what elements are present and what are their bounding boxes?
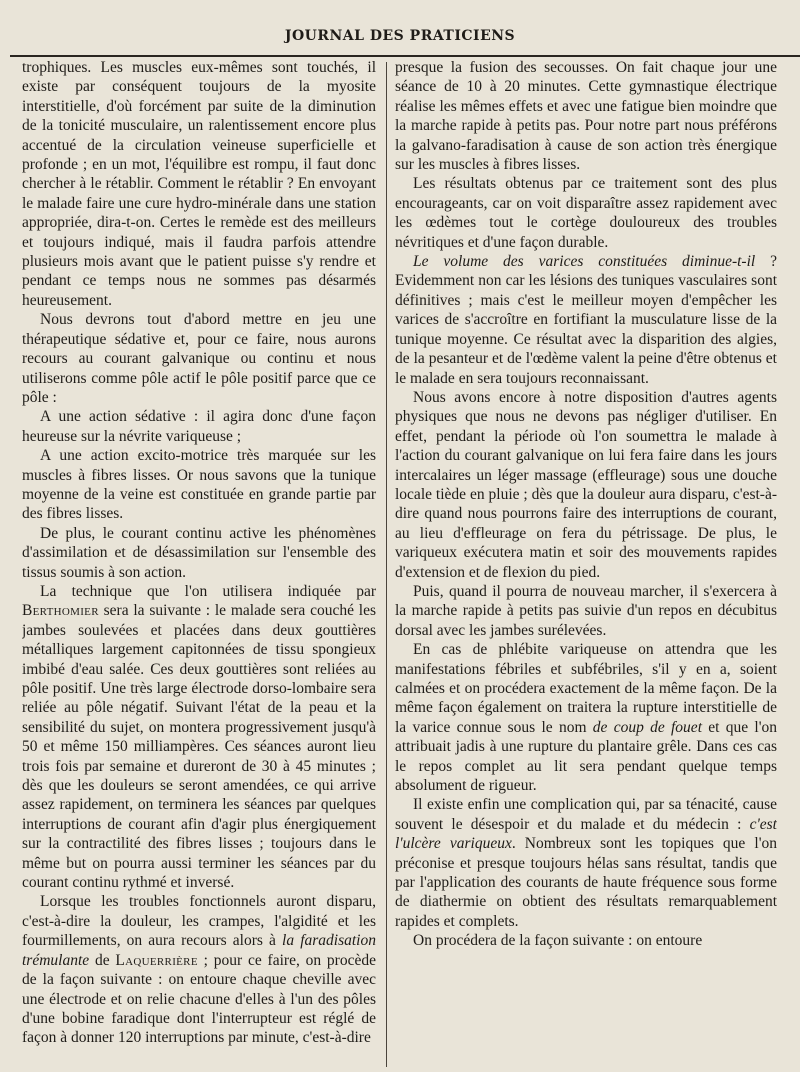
emphasis: la faradisation trémulante <box>22 932 376 969</box>
paragraph: Nous avons encore à notre disposition d'autres agents physiques que nous ne devons pas négliger d'utiliser. En effet, pendant la période où l'on soumettra le malade à l'action du courant galvanique on lui fera faire dans les jours intercalaires un léger massage (effleurage) sous une douche locale tiède en pluie ; dès que la douleur aura disparu, c'est-à-dire quand nous pourrons faire des interruptions de courant, au lieu d'effleurage on fera du pétrissage. De plus, le variqueux exécutera matin et soir des mouvements rapides d'extension et de flexion du pied. <box>395 388 777 581</box>
right-column <box>395 58 777 1068</box>
emphasis: Le volume des varices constituées diminue-t-il <box>413 253 756 271</box>
emphasis: de coup de fouet <box>592 718 702 736</box>
author-name: Berthomier <box>22 602 99 620</box>
text-run: Lorsque les troubles fonctionnels auront disparu, c'est-à-dire la douleur, les crampes, l'algidité et les fourmillements, on aura recours alors à <box>22 893 376 950</box>
paragraph: trophiques. Les muscles eux-mêmes sont touchés, il existe par conséquent toujours de la myosite interstitielle, d'où forcément par suite de la diminution de la tonicité musculaire, un ralentissement encore plus accentué de la circulation veineuse superficielle et profonde ; en un mot, l'équilibre est rompu, il faut donc chercher à le rétablir. Comment le rétablir ? En envoyant le malade faire une cure hydro-minérale dans une station appropriée, dira-t-on. Certes le remède est des meilleurs et toujours indiqué, mais il faudra parfois attendre plusieurs mois avant que le patient puisse s'y rendre et pendant ce temps nous ne sommes pas désarmés heureusement. <box>22 59 376 309</box>
text-run: ? Evidemment non car les lésions des tuniques vasculaires sont définitives ; mais c'est le meilleur moyen d'empêcher les varices de s'accroître en fortifiant la musculature lisse de la tunique moyenne. Ce résultat avec la disparition des algies, de la pesanteur et de l'œdème valent la peine d'être obtenus et le malade en sera toujours reconnaissant. <box>395 253 777 387</box>
column-divider <box>386 62 387 1067</box>
paragraph: Puis, quand il pourra de nouveau marcher, il s'exercera à la marche rapide à petits pas suivie d'un repos en décubitus dorsal avec les jambes surélevées. <box>395 582 777 639</box>
paragraph <box>395 795 777 931</box>
paragraph: On procédera de la façon suivante : on entoure <box>413 932 703 950</box>
left-column <box>22 58 376 1068</box>
paragraph <box>22 582 376 893</box>
paragraph: A une action sédative : il agira donc d'une façon heureuse sur la névrite variqueuse ; <box>22 408 376 445</box>
text-run: et que l'on attribuait jadis à une rupture du plantaire grêle. Dans ces cas le repos complet au lit sera pendant quelque temps absolument de rigueur. <box>395 718 777 795</box>
paragraph <box>395 640 777 795</box>
paragraph: De plus, le courant continu active les phénomènes d'assimilation et de désassimilation sur l'ensemble des tissus soumis à son action. <box>22 524 376 581</box>
paragraph: Les résultats obtenus par ce traitement sont des plus encourageants, car on voit disparaître assez rapidement avec les œdèmes tout le cortège douloureux des troubles névritiques et d'une façon durable. <box>395 175 777 251</box>
author-name: Laquerrière <box>115 951 198 969</box>
paragraph <box>22 892 376 1047</box>
header-rule <box>10 55 800 57</box>
paragraph: A une action excito-motrice très marquée sur les muscles à fibres lisses. Or nous savons que la tunique moyenne de la veine est constituée en grande partie par des fibres lisses. <box>22 447 376 523</box>
journal-header: JOURNAL DES PRATICIENS <box>284 28 516 44</box>
text-run: de <box>89 951 116 969</box>
text-run: La technique que l'on utilisera indiquée par <box>40 582 376 600</box>
text-run: En cas de phlébite variqueuse on attendra que les manifestations fébriles et subfébriles, s'il y en a, soient calmées et on procédera exactement de la même façon. De la même façon également on traitera la rupture interstitielle de la varice connue sous le nom <box>395 641 777 736</box>
paragraph: presque la fusion des secousses. On fait chaque jour une séance de 10 à 20 minutes. Cette gymnastique électrique réalise les mêmes effets et avec une fatigue bien moindre que la marche rapide à petits pas. Pour notre part nous préférons la galvano-faradisation à cause de son action très énergique sur les muscles à fibres lisses. <box>395 59 777 174</box>
text-run: ; pour ce faire, on procède de la façon suivante : on entoure chaque cheville avec une électrode et on relie chacune d'elles à l'un des pôles d'une bobine faradique dont l'interrupteur est réglé de façon à donner 120 interruptions par minute, c'est-à-dire <box>22 951 376 1047</box>
paragraph <box>395 252 777 388</box>
text-run: . Nombreux sont les topiques que l'on préconise et presque toujours hélas sans résultat, tandis que par l'application des courants de haute fréquence sous forme de diathermie on obtient des résultats remarquablement rapides et complets. <box>395 835 777 930</box>
text-run: sera la suivante : le malade sera couché les jambes soulevées et placées dans deux gouttières métalliques largement capitonnées de tissu spongieux imbibé d'eau salée. Ces deux gouttières sont reliées au pôle positif. Une très large électrode dorso-lombaire sera reliée au pôle négatif. Suivant l'état de la peau et la sensibilité du sujet, on montera progressivement jusqu'à 50 et même 150 milliampères. Ces séances auront lieu trois fois par semaine et dureront de 30 à 45 minutes ; dès que les douleurs se seront amendées, ce qui arrive assez rapidement, on terminera les séances par quelques interruptions de courant afin d'agir plus énergiquement sur la contractilité des fibres lisses ; toujours dans le même but on pourra aussi terminer les séances par du courant continu rythmé et inversé. <box>22 602 376 892</box>
paragraph: Nous devrons tout d'abord mettre en jeu une thérapeutique sédative et, pour ce faire, nous aurons recours au courant galvanique ou continu et nous utiliserons comme pôle actif le pôle positif parce que ce pôle : <box>22 311 376 406</box>
text-run: Il existe enfin une complication qui, par sa ténacité, cause souvent le désespoir et du malade et du médecin : <box>395 796 777 833</box>
emphasis: c'est l'ulcère variqueux <box>395 815 777 853</box>
